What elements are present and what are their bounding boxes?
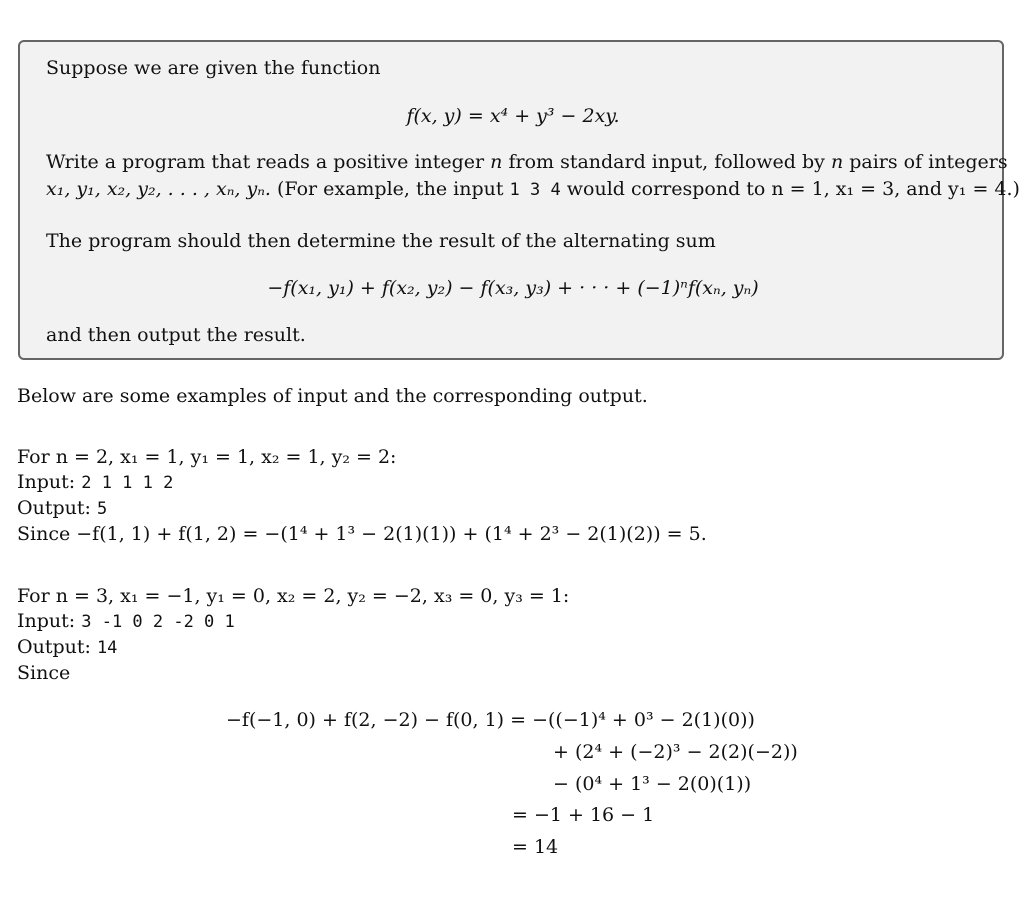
example2-output-value: 14 [96,638,118,658]
line2-text-d: would correspond to n = 1, x₁ = 3, and y₁ = 4.) [560,178,1020,200]
line2-vars: x₁, y₁, x₂, y₂, . . . , xₙ, yₙ. [46,178,271,200]
line2-text-b: (For example, the input [270,178,510,200]
example1-since: Since −f(1, 1) + f(1, 2) = −(1⁴ + 1³ − 2(1)(1)) + (1⁴ + 2³ − 2(1)(2)) = 5. [17,523,707,545]
function-formula: f(x, y) = x⁴ + y³ − 2xy. [406,105,620,127]
example1-output-value: 5 [96,499,108,519]
problem-line-3: The program should then determine the result of the alternating sum [46,230,716,252]
derivation-line-4: = −1 + 16 − 1 [512,804,655,826]
line1-text-e: pairs of integers [843,151,1008,173]
problem-line-2 [46,177,1020,202]
derivation-line-2: + (2⁴ + (−2)³ − 2(2)(−2)) [553,741,798,763]
example2-input [17,609,235,634]
examples-intro: Below are some examples of input and the corresponding output. [17,385,648,407]
example1-header: For n = 2, x₁ = 1, y₁ = 1, x₂ = 1, y₂ = 2: [17,446,397,468]
problem-outro: and then output the result. [46,324,306,346]
example1-output [17,496,107,521]
line1-text-a: Write a program that reads a positive integer [46,151,491,173]
line1-var-n2: n [830,151,844,173]
line1-text-c: from standard input, followed by [502,151,831,173]
derivation-line-5: = 14 [512,836,559,858]
derivation-line-3: − (0⁴ + 1³ − 2(0)(1)) [553,773,752,795]
alternating-sum-formula: −f(x₁, y₁) + f(x₂, y₂) − f(x₃, y₃) + · · · + (−1)ⁿf(xₙ, yₙ) [267,277,759,299]
example2-header: For n = 3, x₁ = −1, y₁ = 0, x₂ = 2, y₂ = −2, x₃ = 0, y₃ = 1: [17,585,570,607]
problem-line-1 [46,150,1008,174]
example1-input-value: 2 1 1 1 2 [81,473,174,493]
example2-output-label: Output: [17,636,91,658]
example2-output [17,635,117,660]
example1-output-label: Output: [17,497,91,519]
example2-input-label: Input: [17,610,76,632]
problem-box [18,40,1020,360]
example-input-code: 1 3 4 [509,180,561,200]
example1-input-label: Input: [17,471,76,493]
line1-var-n: n [490,151,503,173]
example1-input [17,470,173,495]
example2-since: Since [17,662,71,684]
derivation-line-1: −f(−1, 0) + f(2, −2) − f(0, 1) = −((−1)⁴ + 0³ − 2(1)(0)) [226,709,755,731]
example2-input-value: 3 -1 0 2 -2 0 1 [81,612,235,632]
problem-intro: Suppose we are given the function [46,57,381,79]
